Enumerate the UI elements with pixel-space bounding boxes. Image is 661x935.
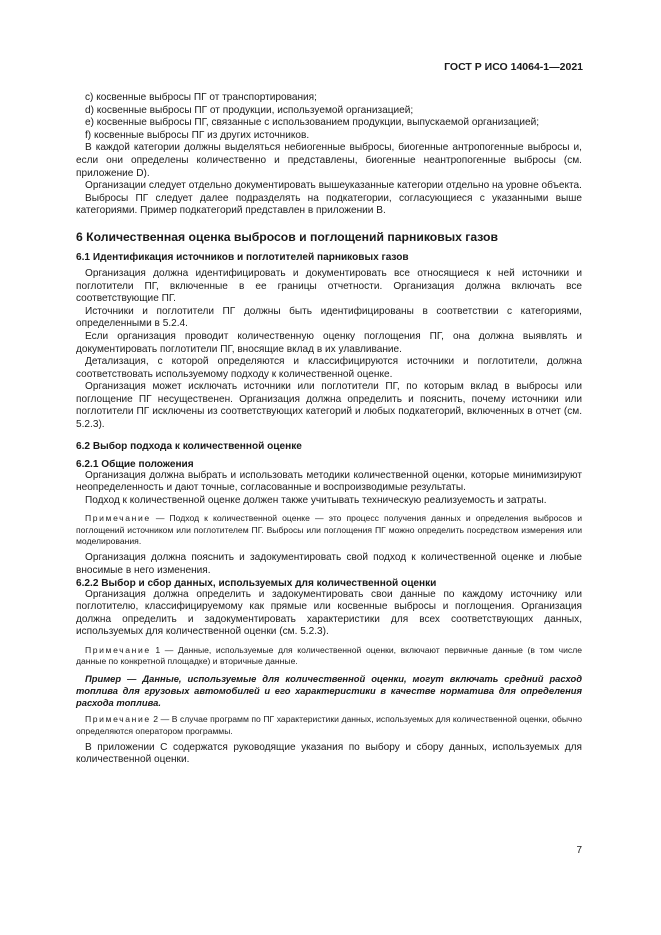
section-6-2-title: 6.2 Выбор подхода к количественной оценке — [76, 440, 302, 452]
paragraph: Источники и поглотители ПГ должны быть идентифицированы в соответствии с категориями, определенными в 5.2.4. — [76, 305, 582, 330]
paragraph: Выбросы ПГ следует далее подразделять на подкатегории, согласующиеся с указанными выше категориями. Пример подкатегорий представлен в приложении В. — [76, 192, 582, 217]
note — [76, 513, 582, 547]
document-content — [76, 92, 582, 767]
section-6-title: 6 Количественная оценка выбросов и поглощений парниковых газов — [76, 229, 498, 244]
note-text: 2 — В случае программ по ПГ характеристики данных, используемых для количественной оценки, обычно определяются оператором программы. — [76, 714, 582, 736]
list-item: f) косвенные выбросы ПГ из других источников. — [85, 129, 310, 141]
note-1 — [76, 645, 582, 668]
note-label: Примечание — [85, 513, 151, 524]
paragraph: Организации следует отдельно документировать вышеуказанные категории отдельно на уровне объекта. — [85, 180, 582, 192]
paragraph: Организация должна выбрать и использовать методики количественной оценки, которые минимизируют неопределенность и дают точные, согласованные и воспроизводимые результаты. — [76, 469, 582, 494]
list-item: c) косвенные выбросы ПГ от транспортирования; — [85, 92, 317, 103]
note-text: 1 — Данные, используемые для количественной оценки, включают первичные данные (в том числе данные по конкретной площадке) и вторичные данные. — [76, 644, 582, 667]
paragraph: Если организация проводит количественную оценку поглощения ПГ, она должна выявлять и документировать поглотители ПГ, вносящие вклад в их улавливание. — [76, 330, 582, 355]
list-item: d) косвенные выбросы ПГ от продукции, используемой организацией; — [85, 104, 414, 116]
example: Пример — Данные, используемые для количественной оценки, могут включать средний расход топлива для грузовых автомобилей и его характеристики в качестве норматива для определения расхода топлива. — [76, 673, 582, 708]
note-2 — [76, 714, 582, 737]
standard-header: ГОСТ Р ИСО 14064-1—2021 — [444, 61, 583, 73]
page-number: 7 — [576, 845, 582, 856]
note-label: Примечание — [85, 644, 151, 655]
paragraph: Организация должна определить и задокументировать свои данные по каждому источнику или поглотителю, классифицируемому как прямые или косвенные выбросы и поглощения. Организация должна определить и задокументировать характеристики для всех соответствующих данных, используемых для количественной оценки (см. 5.2.3). — [76, 588, 582, 638]
section-6-2-1-title: 6.2.1 Общие положения — [76, 458, 194, 470]
paragraph: Организация должна идентифицировать и документировать все относящиеся к ней источники и поглотители ПГ, включенные в ее границы отчетности. Организация должна включать все соответствующие ПГ. — [76, 267, 582, 305]
paragraph: Организация может исключать источники или поглотители ПГ, по которым вклад в выбросы или поглощение ПГ несущественен. Организация должна определить и пояснить, почему источники или поглотители ПГ исключены из соответствующих категорий и любых подкатегорий, включенных в отчет (см. 5.2.3). — [76, 381, 582, 431]
note-label: Примечание — [85, 714, 151, 725]
paragraph: Детализация, с которой определяются и классифицируются источники и поглотители, должна соответствовать используемому подходу к количественной оценке. — [76, 356, 582, 380]
paragraph: Организация должна пояснить и задокументировать свой подход к количественной оценке и любые вносимые в него изменения. — [76, 552, 582, 576]
section-6-2-2-title: 6.2.2 Выбор и сбор данных, используемых для количественной оценки — [76, 577, 437, 589]
section-6-1-title: 6.1 Идентификация источников и поглотителей парниковых газов — [76, 251, 409, 263]
paragraph: Подход к количественной оценке должен также учитывать техническую реализуемость и затраты. — [85, 494, 547, 506]
list-item: e) косвенные выбросы ПГ, связанные с использованием продукции, выпускаемой организацией; — [85, 117, 540, 129]
paragraph: В приложении С содержатся руководящие указания по выбору и сбору данных, используемых для количественной оценки. — [76, 741, 582, 766]
paragraph: В каждой категории должны выделяться небиогенные выбросы, биогенные антропогенные выбросы и, если они определены количественно и представлены, биогенные неантропогенные выбросы (см. приложение D). — [76, 142, 582, 179]
note-text: — Подход к количественной оценке — это процесс получения данных и определения выбросов и поглощений источником или поглотителем ПГ. Выбросы или поглощения ПГ можно определить посредством измерения или моделирования. — [76, 513, 582, 547]
